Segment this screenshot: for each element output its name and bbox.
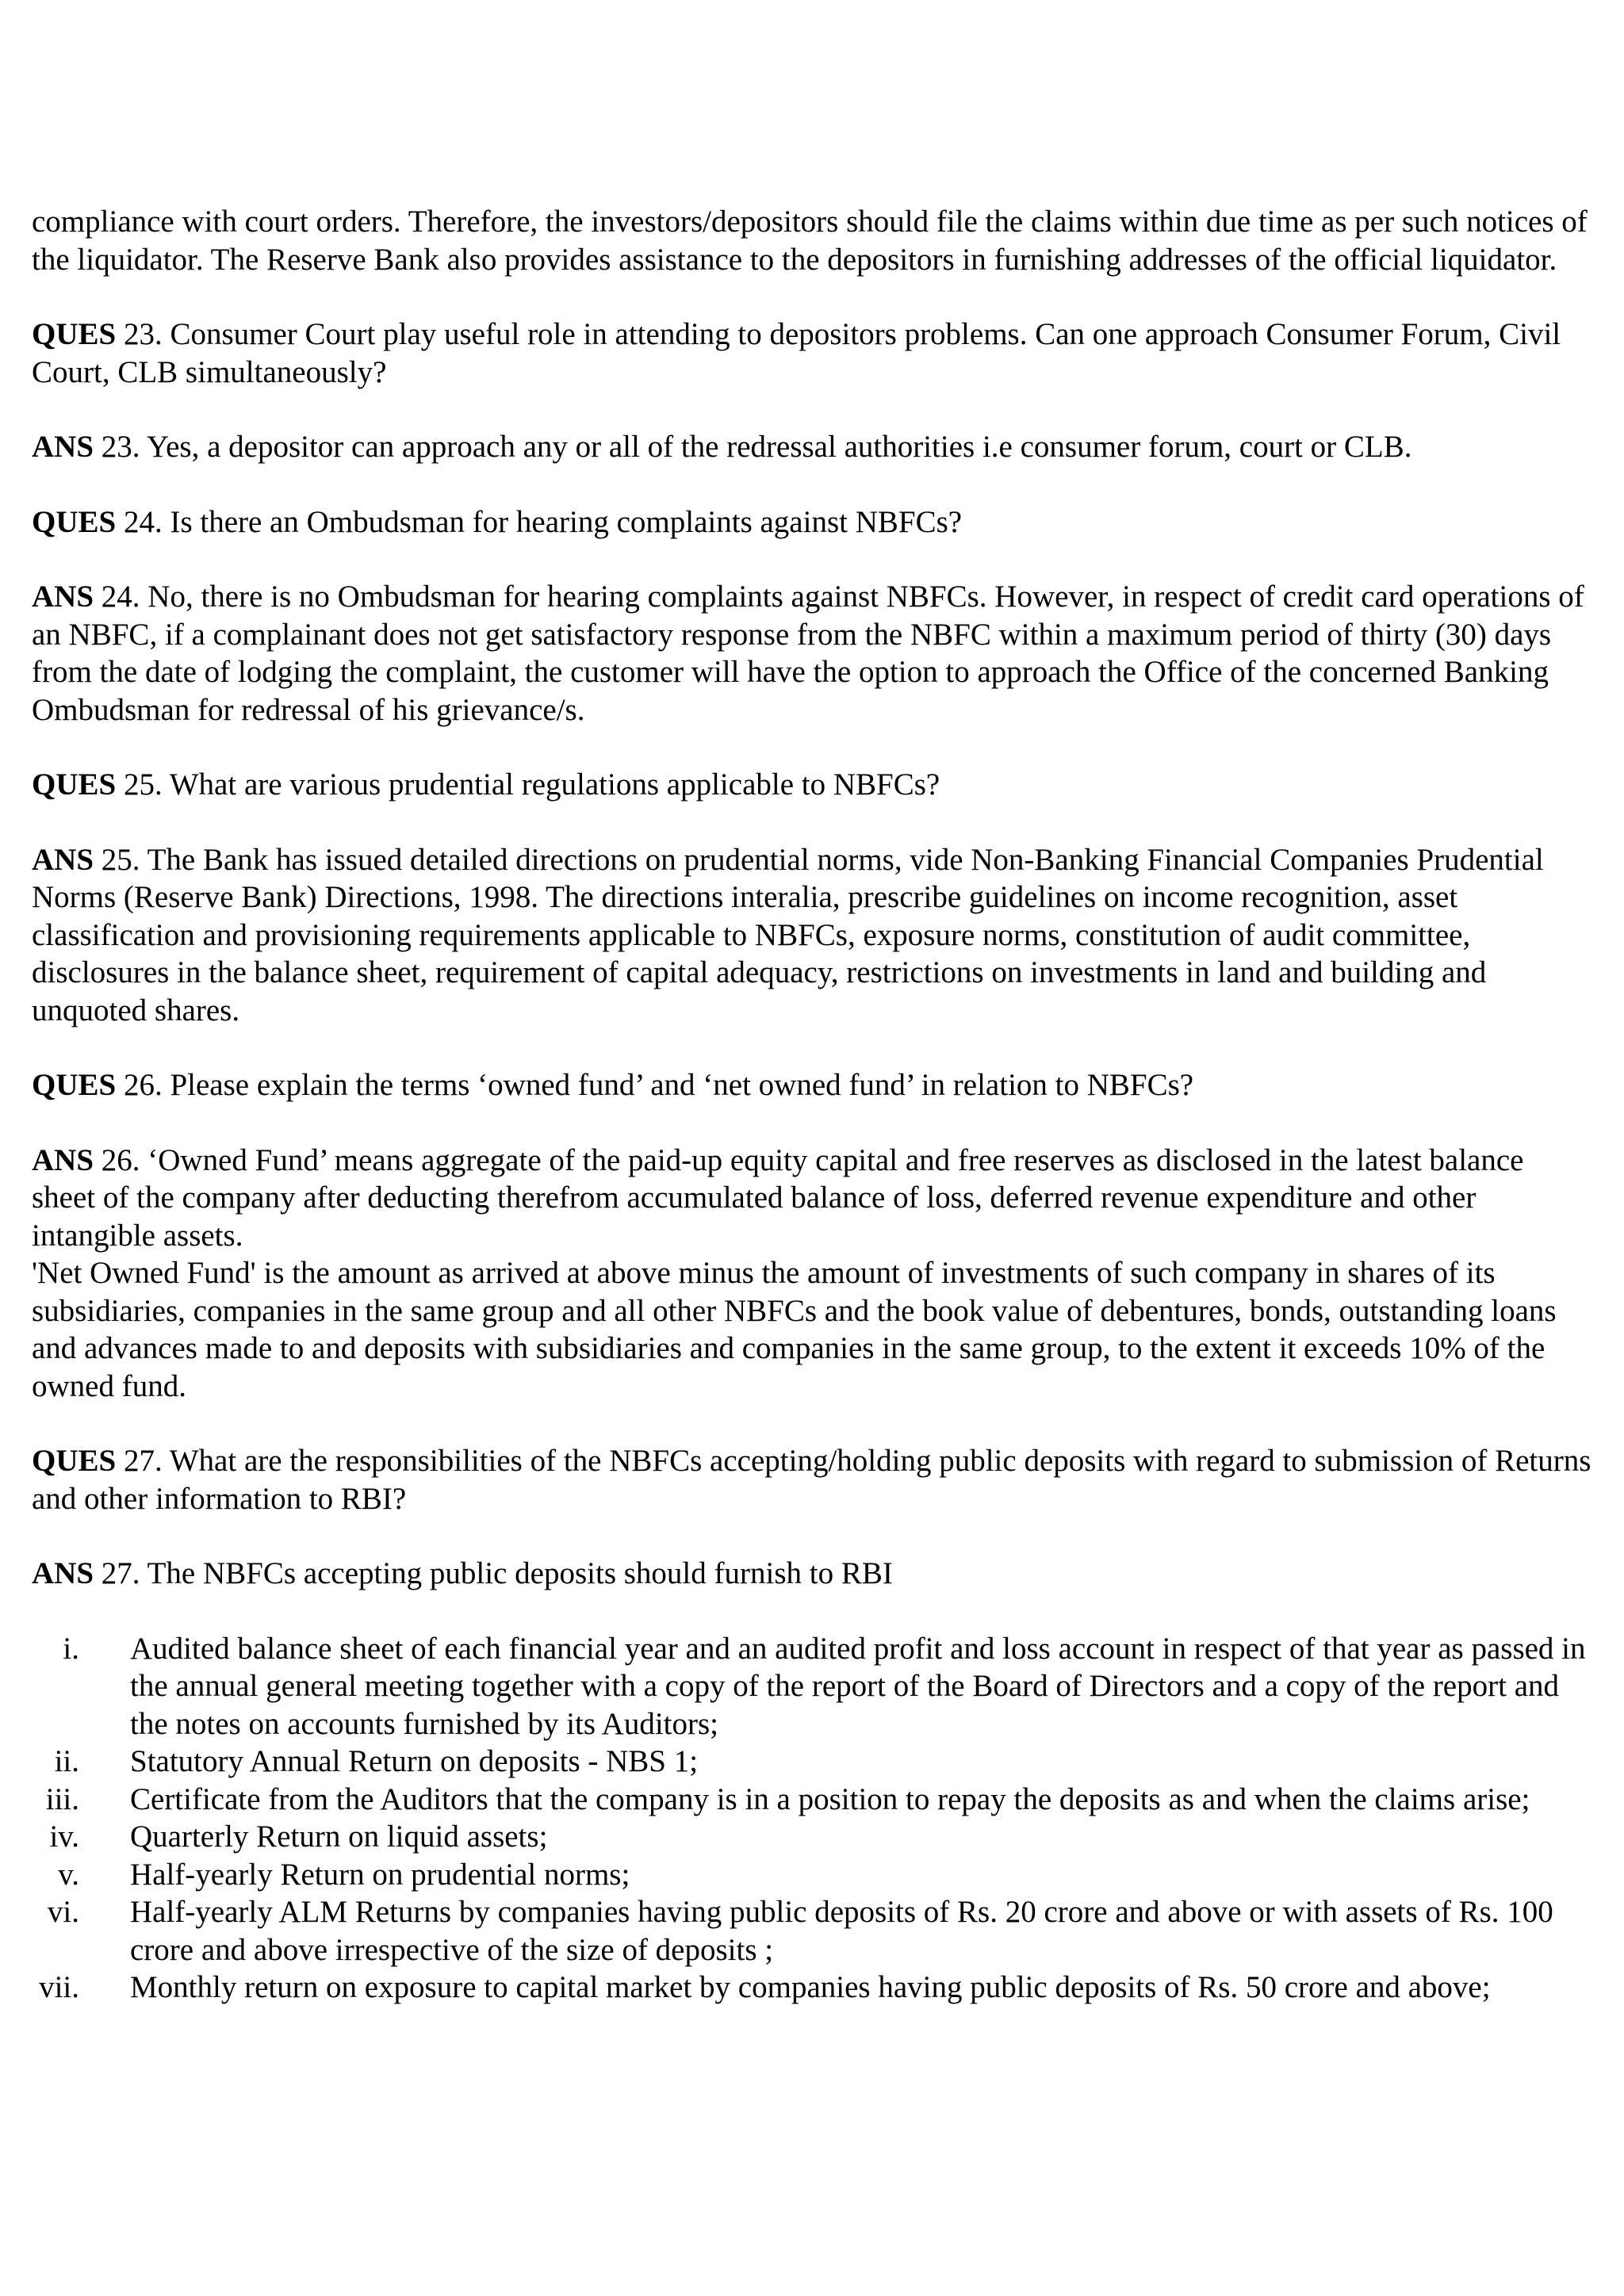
question-text: 26. Please explain the terms ‘owned fund’ and ‘net owned fund’ in relation to NBFCs? <box>116 1068 1194 1102</box>
list-text: Monthly return on exposure to capital market by companies having public deposits of Rs. 50 crore and above; <box>130 1970 1491 2004</box>
ans-label: ANS <box>32 1142 94 1177</box>
ques-label: QUES <box>32 317 117 351</box>
question-text: 24. Is there an Ombudsman for hearing complaints against NBFCs? <box>116 504 963 539</box>
list-item <box>32 1818 1592 1856</box>
answer-text: 26. ‘Owned Fund’ means aggregate of the paid-up equity capital and free reserves as disclosed in the latest balance sheet of the company after deducting therefrom accumulated balance of loss, deferred revenue expenditure and other intangible assets. <box>32 1142 1524 1253</box>
list-text: Half-yearly Return on prudential norms; <box>130 1857 630 1892</box>
intro-paragraph: compliance with court orders. Therefore, the investors/depositors should file the claims within due time as per such notices of the liquidator. The Reserve Bank also provides assistance to the depositors in furnishing addresses of the official liquidator. <box>32 205 1588 277</box>
list-item <box>32 1781 1592 1819</box>
ques-label: QUES <box>32 504 117 539</box>
list-item <box>32 1743 1592 1781</box>
answer-text: 25. The Bank has issued detailed directions on prudential norms, vide Non-Banking Financial Companies Prudential Norms (Reserve Bank) Directions, 1998. The directions interalia, prescribe guidelines on income recognition, asset classification and provisioning requirements applicable to NBFCs, exposure norms, constitution of audit committee, disclosures in the balance sheet, requirement of capital adequacy, restrictions on investments in land and building and unquoted shares. <box>32 842 1544 1027</box>
question-25 <box>32 766 1592 804</box>
ques-label: QUES <box>32 1444 117 1478</box>
ans-label: ANS <box>32 580 94 614</box>
question-text: 25. What are various prudential regulations applicable to NBFCs? <box>116 767 940 802</box>
list-number: i. <box>63 1631 79 1666</box>
answer-27 <box>32 1555 1592 1593</box>
answer-24 <box>32 578 1592 729</box>
list-item <box>32 1856 1592 1894</box>
question-26 <box>32 1066 1592 1104</box>
answer-26-part-1 <box>32 1142 1592 1255</box>
list-item <box>32 1969 1592 2007</box>
answer-23 <box>32 428 1592 466</box>
question-text: 27. What are the responsibilities of the NBFCs accepting/holding public deposits with regard to submission of Returns and other information to RBI? <box>32 1444 1591 1516</box>
question-text: 23. Consumer Court play useful role in attending to depositors problems. Can one approach Consumer Forum, Civil Court, CLB simultaneously? <box>32 317 1561 389</box>
list-number: v. <box>58 1857 79 1892</box>
list-text: Certificate from the Auditors that the company is in a position to repay the deposits as and when the claims arise; <box>130 1781 1530 1816</box>
list-number: iv. <box>49 1820 79 1854</box>
ques-label: QUES <box>32 1068 117 1102</box>
ans-label: ANS <box>32 430 94 464</box>
question-24 <box>32 503 1592 541</box>
answer-25 <box>32 841 1592 1030</box>
document-page <box>32 203 1592 2007</box>
list-text: Quarterly Return on liquid assets; <box>130 1820 548 1854</box>
answer-text: 23. Yes, a depositor can approach any or all of the redressal authorities i.e consumer forum, court or CLB. <box>94 430 1412 464</box>
list-number: vi. <box>47 1895 79 1929</box>
list-item <box>32 1893 1592 1969</box>
list-text: Audited balance sheet of each financial year and an audited profit and loss account in respect of that year as passed in the annual general meeting together with a copy of the report of the Board of Directors and a copy of the report and the notes on accounts furnished by its Auditors; <box>130 1631 1586 1741</box>
list-number: ii. <box>54 1744 79 1778</box>
list-text: Half-yearly ALM Returns by companies having public deposits of Rs. 20 crore and above or with assets of Rs. 100 crore and above irrespective of the size of deposits ; <box>130 1895 1553 1967</box>
question-23 <box>32 316 1592 391</box>
list-item <box>32 1630 1592 1743</box>
answer-text: 27. The NBFCs accepting public deposits should furnish to RBI <box>94 1556 893 1590</box>
question-27 <box>32 1442 1592 1517</box>
answer-26 <box>32 1142 1592 1406</box>
list-text: Statutory Annual Return on deposits - NBS 1; <box>130 1744 699 1778</box>
returns-list <box>32 1630 1592 2007</box>
ques-label: QUES <box>32 767 117 802</box>
answer-26-part-2: 'Net Owned Fund' is the amount as arrived at above minus the amount of investments of such company in shares of its subsidiaries, companies in the same group and all other NBFCs and the book value of debentures, bonds, outstanding loans and advances made to and deposits with subsidiaries and companies in the same group, to the extent it exceeds 10% of the owned fund. <box>32 1256 1557 1403</box>
ans-label: ANS <box>32 842 94 877</box>
list-number: iii. <box>45 1781 79 1816</box>
ans-label: ANS <box>32 1556 94 1590</box>
list-number: vii. <box>39 1970 79 2004</box>
answer-text: 24. No, there is no Ombudsman for hearing complaints against NBFCs. However, in respect of credit card operations of an NBFC, if a complainant does not get satisfactory response from the NBFC within a maximum period of thirty (30) days from the date of lodging the complaint, the customer will have the option to approach the Office of the concerned Banking Ombudsman for redressal of his grievance/s. <box>32 580 1584 727</box>
